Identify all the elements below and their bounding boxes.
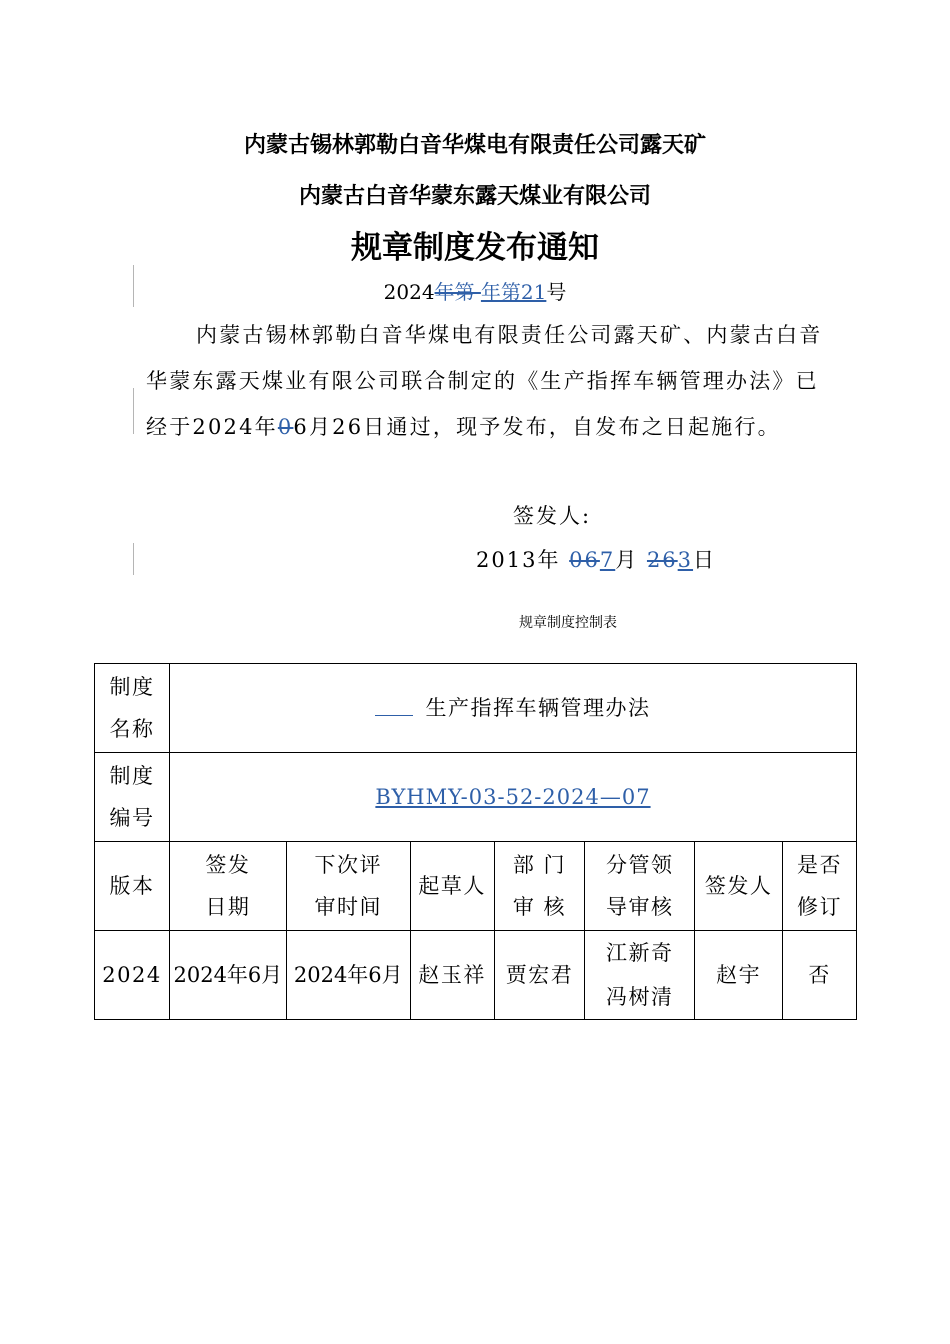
- header-cell: 分管领导审核: [585, 842, 695, 931]
- sig-day-label: 日: [693, 548, 717, 572]
- header-cell: 签发日期: [169, 842, 286, 931]
- header-cell: 部 门审 核: [494, 842, 585, 931]
- table-row: [95, 753, 857, 842]
- code-label-cell: 制度编号: [95, 753, 170, 842]
- code-value-cell: [169, 753, 856, 842]
- header-cell: 签发人: [695, 842, 783, 931]
- table-cell: 2024年6月: [286, 931, 410, 1020]
- notice-body: [146, 312, 826, 450]
- signature-date: [476, 544, 716, 574]
- document-number: [0, 276, 950, 305]
- table-cell: 否: [783, 931, 857, 1020]
- header-cell: 版本: [95, 842, 170, 931]
- body-text-part-2: 6月26日通过，现予发布，自发布之日起施行。: [293, 415, 781, 439]
- table-cell: 赵宇: [695, 931, 783, 1020]
- header-cell: 下次评审时间: [286, 842, 410, 931]
- table-row: [95, 931, 857, 1020]
- doc-number-inserted: 年第21: [480, 280, 547, 304]
- sig-day-inserted: 3: [677, 548, 694, 572]
- body-text-part-1: 内蒙古锡林郭勒白音华煤电有限责任公司露天矿、内蒙古白音华蒙东露天煤业有限公司联合制定的《生产指挥车辆管理办法》已经于2024年: [146, 323, 823, 439]
- doc-number-suffix: 号: [546, 280, 567, 304]
- table-row: [95, 664, 857, 753]
- table-cell: 2024: [95, 931, 170, 1020]
- notice-title: 规章制度发布通知: [351, 230, 599, 266]
- name-value-cell: [169, 664, 856, 753]
- system-name: 生产指挥车辆管理办法: [425, 696, 651, 720]
- revision-mark: [133, 388, 134, 434]
- system-code: BYHMY-03-52-2024—07: [375, 785, 651, 809]
- sig-day-deleted: 26: [646, 548, 678, 572]
- company-title-line-1: 内蒙古锡林郭勒白音华煤电有限责任公司露天矿: [243, 133, 706, 158]
- blank-underline: [375, 703, 413, 716]
- company-title-line-2: 内蒙古白音华蒙东露天煤业有限公司: [298, 184, 651, 209]
- signer-label: 签发人:: [513, 504, 592, 528]
- header-cell: 起草人: [410, 842, 494, 931]
- revision-mark: [133, 543, 134, 575]
- control-table-title: 规章制度控制表: [519, 615, 617, 631]
- table-cell: 2024年6月: [169, 931, 286, 1020]
- sig-year: 2013年: [476, 548, 561, 572]
- header-cell: 是否修订: [783, 842, 857, 931]
- table-header-row: [95, 842, 857, 931]
- table-cell: 江新奇冯树清: [585, 931, 695, 1020]
- sig-month-label: 月: [615, 548, 639, 572]
- sig-month-inserted: 7: [599, 548, 616, 572]
- doc-number-deleted: 年第: [434, 280, 481, 304]
- table-cell: 赵玉祥: [410, 931, 494, 1020]
- doc-number-prefix: 2024: [383, 280, 435, 304]
- table-cell: 贾宏君: [494, 931, 585, 1020]
- sig-month-deleted: 06: [569, 548, 600, 572]
- body-deleted-text: 0: [277, 415, 294, 439]
- name-label-cell: 制度名称: [95, 664, 170, 753]
- control-table: [94, 663, 857, 1020]
